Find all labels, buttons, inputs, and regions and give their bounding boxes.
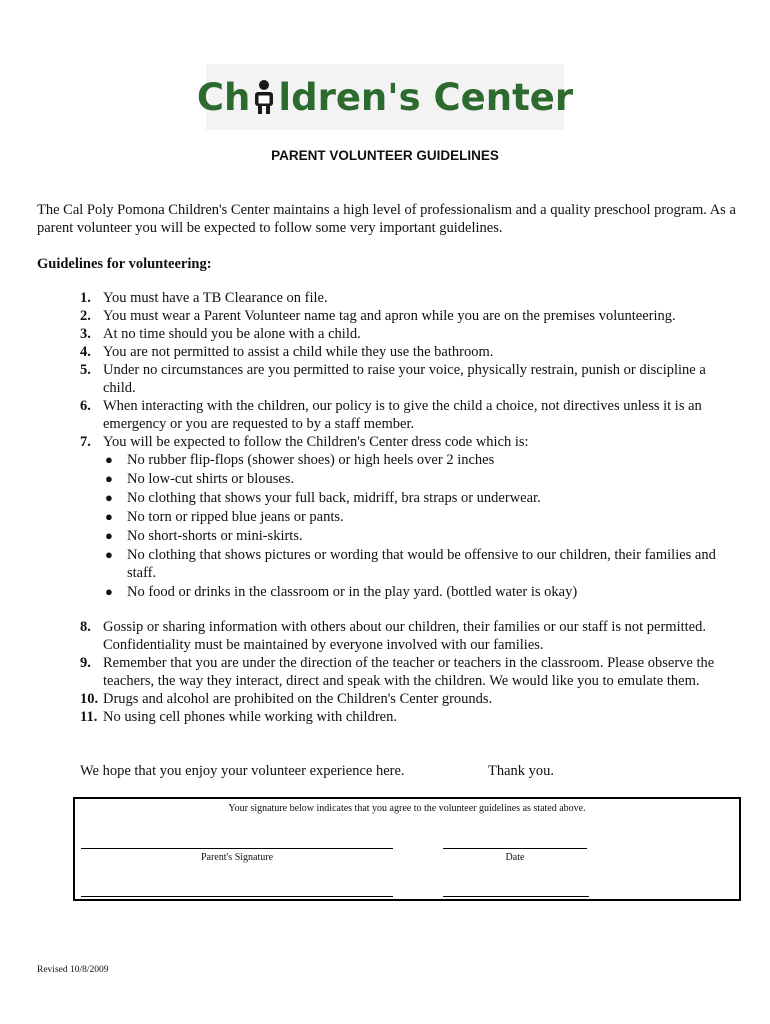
dress-code-item	[103, 451, 740, 470]
guideline-text: Drugs and alcohol are prohibited on the Children's Center grounds.	[103, 691, 493, 708]
revision-date: Revised 10/8/2009	[37, 965, 109, 975]
page-title: PARENT VOLUNTEER GUIDELINES	[271, 148, 499, 163]
closing-message: We hope that you enjoy your volunteer experience here.	[80, 763, 405, 779]
guideline-item	[80, 618, 740, 654]
guideline-item	[80, 343, 740, 361]
guideline-number: 5.	[80, 362, 91, 378]
dress-code-text: No low-cut shirts or blouses.	[127, 470, 295, 487]
guideline-item	[80, 397, 740, 433]
guideline-text: No using cell phones while working with children.	[103, 709, 397, 726]
guidelines-list	[80, 289, 740, 726]
dress-code-item	[103, 489, 740, 508]
childrens-center-logo	[196, 64, 574, 130]
guideline-item	[80, 361, 740, 397]
bullet-icon: ●	[105, 584, 113, 600]
child-figure-icon	[251, 79, 277, 115]
guideline-item	[80, 307, 740, 325]
guideline-number: 11.	[80, 709, 98, 726]
bullet-icon: ●	[105, 546, 113, 562]
logo-text-end: ldren's Center	[278, 75, 574, 119]
bullet-icon: ●	[105, 470, 113, 486]
dress-code-text: No rubber flip-flops (shower shoes) or high heels over 2 inches	[127, 452, 495, 468]
guideline-item	[80, 708, 740, 726]
logo-wordmark	[197, 76, 573, 119]
bullet-icon: ●	[105, 508, 113, 524]
second-signature-line[interactable]	[81, 896, 393, 897]
guideline-number: 2.	[80, 308, 91, 324]
bullet-icon: ●	[105, 489, 113, 505]
bullet-icon: ●	[105, 452, 113, 467]
dress-code-list	[103, 451, 740, 602]
guideline-text: You are not permitted to assist a child while they use the bathroom.	[103, 344, 494, 360]
parent-signature-line[interactable]	[81, 848, 393, 849]
dress-code-text: No clothing that shows pictures or wording that would be offensive to our children, their families and staff.	[127, 546, 716, 582]
dress-code-item	[103, 527, 740, 546]
logo-text-start: Ch	[196, 75, 251, 119]
guideline-number: 1.	[80, 290, 91, 306]
dress-code-item	[103, 546, 740, 584]
parent-signature-label: Parent's Signature	[200, 852, 274, 863]
guideline-text: Remember that you are under the direction of the teacher or teachers in the classroom. Please observe the teachers, the way they interact, direct and speak with the children. We would like you to emulate them.	[103, 655, 715, 690]
dress-code-text: No clothing that shows your full back, midriff, bra straps or underwear.	[127, 489, 541, 506]
guideline-number: 3.	[80, 326, 91, 342]
intro-paragraph: The Cal Poly Pomona Children's Center maintains a high level of professionalism and a quality preschool program. As a parent volunteer you will be expected to follow some very important guidelines.	[37, 202, 736, 236]
date-label: Date	[505, 852, 525, 863]
dress-code-item	[103, 508, 740, 527]
dress-code-text: No short-shorts or mini-skirts.	[127, 527, 303, 544]
second-date-line[interactable]	[443, 896, 589, 897]
guideline-text: You will be expected to follow the Children's Center dress code which is:	[103, 434, 529, 450]
guideline-text: You must wear a Parent Volunteer name tag and apron while you are on the premises volunteering.	[103, 308, 676, 324]
guideline-number: 10.	[80, 691, 99, 708]
guideline-text: At no time should you be alone with a child.	[103, 326, 361, 342]
bullet-icon: ●	[105, 527, 113, 543]
dress-code-text: No food or drinks in the classroom or in the play yard. (bottled water is okay)	[127, 584, 578, 601]
guideline-number: 7.	[80, 434, 91, 450]
guideline-number: 6.	[80, 398, 91, 414]
signature-note: Your signature below indicates that you agree to the volunteer guidelines as stated above.	[228, 803, 586, 814]
guideline-text: Under no circumstances are you permitted to raise your voice, physically restrain, punish or discipline a child.	[103, 362, 706, 396]
signature-box	[73, 797, 741, 901]
guideline-text: You must have a TB Clearance on file.	[103, 290, 328, 306]
guideline-item	[80, 325, 740, 343]
guidelines-heading: Guidelines for volunteering:	[37, 256, 212, 272]
date-line[interactable]	[443, 848, 587, 849]
dress-code-item	[103, 583, 740, 602]
guideline-item	[80, 289, 740, 307]
guideline-text: When interacting with the children, our policy is to give the child a choice, not directives unless it is an emergency or you are requested to by a staff member.	[103, 398, 702, 432]
guideline-number: 8.	[80, 619, 91, 636]
guideline-item	[80, 690, 740, 708]
dress-code-text: No torn or ripped blue jeans or pants.	[127, 508, 344, 525]
guideline-item	[80, 433, 740, 451]
guideline-number: 9.	[80, 655, 91, 672]
guideline-item	[80, 654, 740, 690]
dress-code-item	[103, 470, 740, 489]
thank-you: Thank you.	[488, 763, 555, 779]
guideline-number: 4.	[80, 344, 91, 360]
guideline-text: Gossip or sharing information with others about our children, their families or our staff is not permitted. Confidentiality must be maintained by everyone involved with our families.	[103, 619, 706, 654]
